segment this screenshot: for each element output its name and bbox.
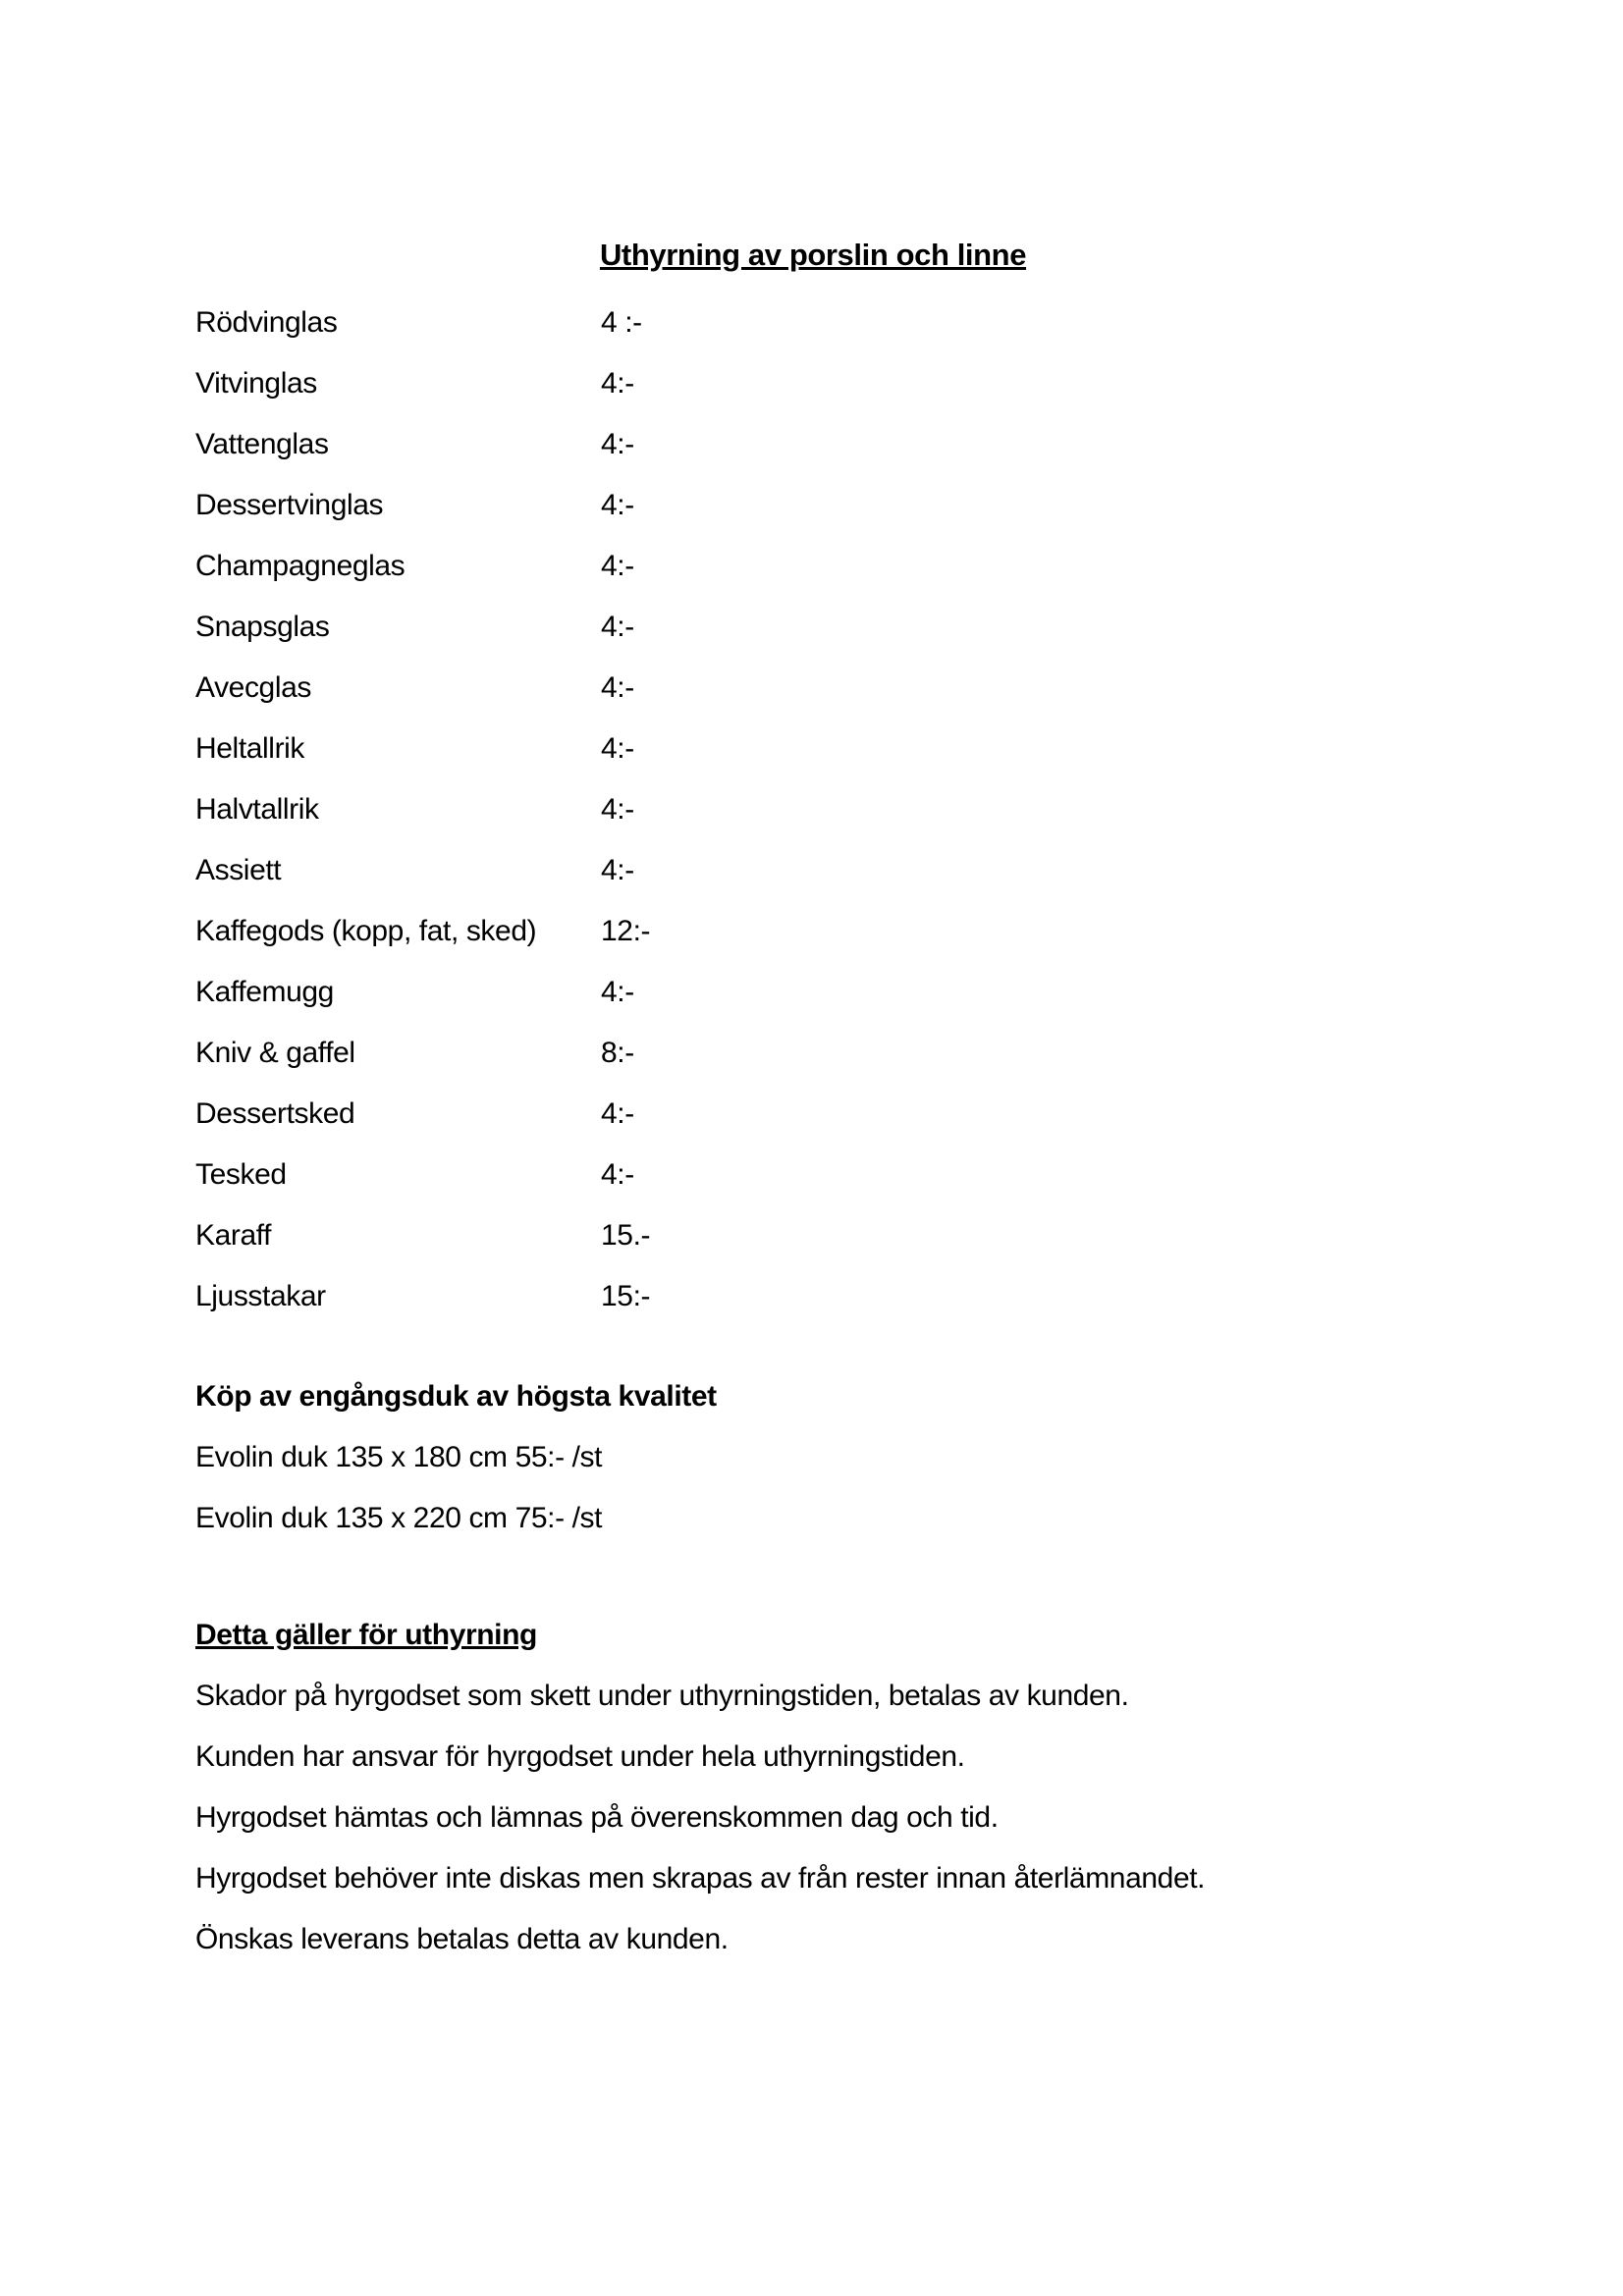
item-price: 4:-: [601, 1158, 634, 1191]
item-price: 4:-: [601, 793, 634, 826]
price-row: [195, 414, 1431, 475]
price-row: [195, 353, 1431, 414]
price-row: [195, 962, 1431, 1023]
price-row: [195, 779, 1431, 840]
price-row: [195, 475, 1431, 536]
price-row: [195, 840, 1431, 901]
price-row: [195, 901, 1431, 962]
item-label: Halvtallrik: [195, 793, 319, 826]
item-label: Dessertvinglas: [195, 489, 384, 521]
terms-line: Skador på hyrgodset som skett under uthyrningstiden, betalas av kunden.: [195, 1680, 1129, 1712]
purchase-line: Evolin duk 135 x 180 cm 55:- /st: [195, 1441, 603, 1473]
item-label: Ljusstakar: [195, 1280, 326, 1312]
item-price: 4:-: [601, 671, 634, 704]
item-price: 4:-: [601, 367, 634, 400]
item-price: 4:-: [601, 550, 634, 582]
price-row: [195, 719, 1431, 779]
terms-line: Hyrgodset behöver inte diskas men skrapas av från rester innan återlämnandet.: [195, 1862, 1206, 1895]
price-row: [195, 1205, 1431, 1266]
item-price: 4:-: [601, 428, 634, 460]
price-row: [195, 1145, 1431, 1205]
item-label: Avecglas: [195, 671, 311, 704]
item-label: Tesked: [195, 1158, 287, 1191]
purchase-lines: [195, 1427, 1431, 1549]
item-price: 4:-: [601, 854, 634, 886]
price-row: [195, 597, 1431, 658]
item-label: Kniv & gaffel: [195, 1037, 355, 1069]
item-label: Rödvinglas: [195, 306, 338, 339]
item-price: 4:-: [601, 976, 634, 1008]
terms-line: Hyrgodset hämtas och lämnas på överenskommen dag och tid.: [195, 1801, 999, 1834]
item-label: Karaff: [195, 1219, 272, 1252]
terms-section-heading: Detta gäller för uthyrning: [195, 1619, 537, 1651]
price-row: [195, 1266, 1431, 1327]
purchase-section-heading: Köp av engångsduk av högsta kvalitet: [195, 1380, 717, 1413]
price-list: [195, 293, 1431, 1327]
item-label: Vitvinglas: [195, 367, 317, 400]
section-spacer: [195, 1549, 1431, 1605]
item-price: 15:-: [601, 1280, 651, 1312]
item-price: 4:-: [601, 1097, 634, 1130]
item-price: 15.-: [601, 1219, 651, 1252]
item-label: Assiett: [195, 854, 282, 886]
price-row: [195, 536, 1431, 597]
section-spacer: [195, 1327, 1431, 1366]
item-label: Champagneglas: [195, 550, 406, 582]
item-label: Heltallrik: [195, 732, 305, 765]
item-price: 4:-: [601, 732, 634, 765]
item-label: Snapsglas: [195, 611, 330, 643]
item-price: 4 :-: [601, 306, 642, 339]
price-row: [195, 1084, 1431, 1145]
item-price: 8:-: [601, 1037, 634, 1069]
terms-lines: [195, 1666, 1431, 1970]
item-label: Kaffemugg: [195, 976, 334, 1008]
item-price: 4:-: [601, 489, 634, 521]
terms-line: Önskas leverans betalas detta av kunden.: [195, 1923, 729, 1955]
item-label: Dessertsked: [195, 1097, 355, 1130]
item-price: 4:-: [601, 611, 634, 643]
price-row: [195, 293, 1431, 353]
price-row: [195, 658, 1431, 719]
item-price: 12:-: [601, 915, 651, 947]
document-title: Uthyrning av porslin och linne: [599, 238, 1027, 272]
purchase-line: Evolin duk 135 x 220 cm 75:- /st: [195, 1502, 603, 1534]
price-row: [195, 1023, 1431, 1084]
item-label: Kaffegods (kopp, fat, sked): [195, 915, 537, 947]
item-label: Vattenglas: [195, 428, 329, 460]
terms-line: Kunden har ansvar för hyrgodset under hela uthyrningstiden.: [195, 1740, 965, 1773]
